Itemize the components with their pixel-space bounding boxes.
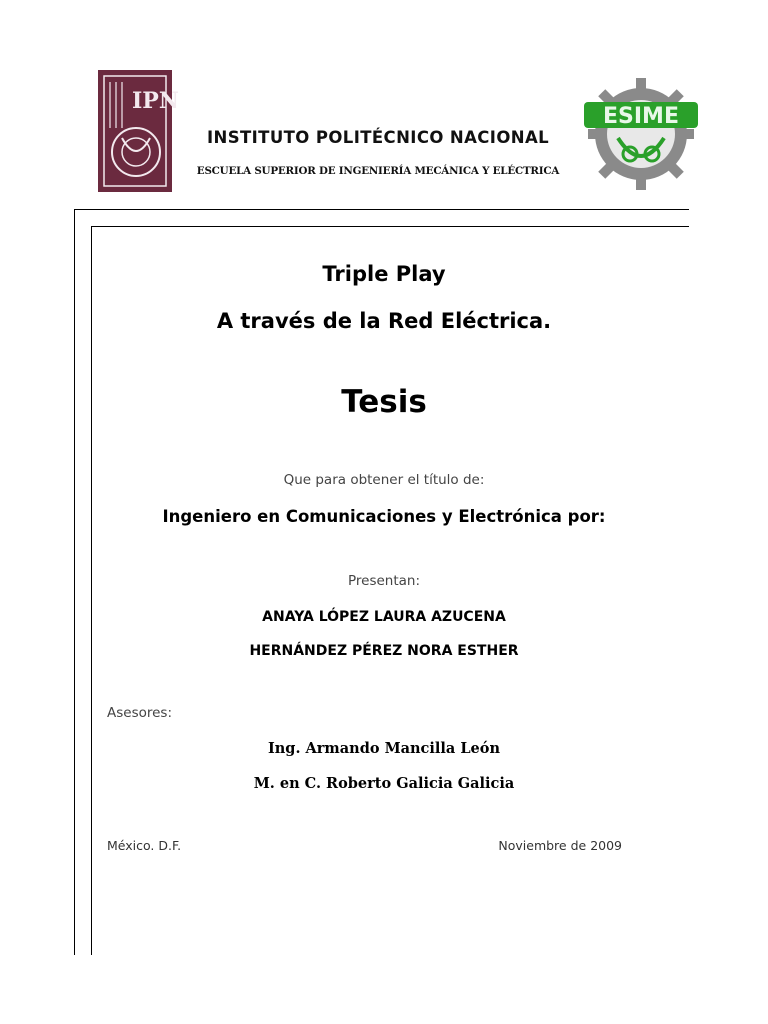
author-name: HERNÁNDEZ PÉREZ NORA ESTHER — [249, 643, 519, 659]
degree-name: Ingeniero en Comunicaciones y Electrónica por: — [162, 507, 606, 526]
place: México. D.F. — [107, 838, 182, 853]
esime-logo — [578, 74, 704, 192]
inner-frame-top — [91, 226, 689, 227]
ipn-logo-text: IPN — [132, 88, 178, 114]
advisor-name: Ing. Armando Mancilla León — [267, 740, 500, 757]
author-name: ANAYA LÓPEZ LAURA AZUCENA — [262, 609, 506, 625]
date: Noviembre de 2009 — [498, 838, 622, 853]
ipn-logo — [92, 68, 178, 194]
inner-frame-left — [91, 226, 92, 955]
thesis-title-line-1: Triple Play — [322, 262, 446, 286]
presenters-label: Presentan: — [347, 573, 421, 589]
institution-name: INSTITUTO POLITÉCNICO NACIONAL — [206, 128, 550, 147]
school-name: ESCUELA SUPERIOR DE INGENIERÍA MECÁNICA Y ELÉCTRICA — [196, 165, 560, 177]
outer-frame-top — [74, 209, 689, 210]
outer-frame-left — [74, 209, 75, 955]
thesis-title-line-2: A través de la Red Eléctrica. — [216, 309, 552, 333]
advisors-label: Asesores: — [107, 705, 173, 721]
esime-logo-text: ESIME — [603, 104, 679, 129]
degree-intro: Que para obtener el título de: — [283, 472, 485, 488]
advisor-name: M. en C. Roberto Galicia Galicia — [253, 775, 515, 792]
document-type: Tesis — [341, 384, 427, 420]
